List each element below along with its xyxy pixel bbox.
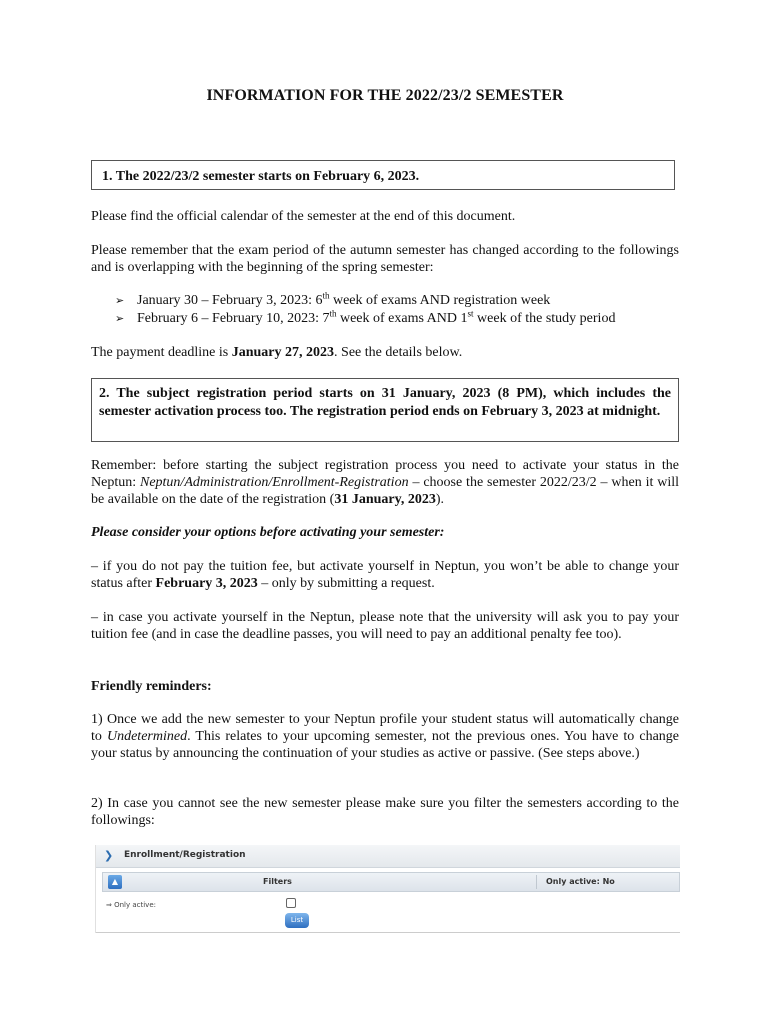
divider — [96, 932, 680, 933]
filters-label: Filters — [263, 877, 292, 886]
list-item — [115, 292, 615, 310]
reminder-1: 1) Once we add the new semester to your Neptun profile your student status will automatically change to Undetermined. This relates to your upcoming semester, not the previous ones. You have to change your status by announcing the continuation of your studies as active or passive. (See steps above.) — [91, 712, 679, 761]
activation-paragraph: Remember: before starting the subject registration process you need to activate your status in the Neptun: Neptun/Administration/Enrollment-Registration – choose the semester 2022/23/2 – when it will be available on the date of the registration (31 January, 2023). — [91, 458, 680, 507]
chevron-right-icon: ❯ — [104, 849, 114, 862]
undetermined-status: Undetermined — [106, 729, 188, 744]
filter-bar — [102, 872, 680, 892]
divider — [536, 875, 537, 889]
options-heading: Please consider your options before activating your semester: — [91, 525, 445, 540]
bullet-text: week of exams AND registration week — [329, 293, 551, 308]
list-button[interactable]: List — [285, 913, 309, 928]
page-title: INFORMATION FOR THE 2022/23/2 SEMESTER — [206, 87, 564, 104]
bullet-text: February 6 – February 10, 2023: 7 — [137, 311, 330, 326]
payment-deadline-date: January 27, 2023 — [231, 345, 335, 360]
ordinal-suffix: th — [329, 308, 337, 319]
bullet-text: January 30 – February 3, 2023: 6 — [137, 293, 323, 308]
neptun-path: Neptun/Administration/Enrollment-Registration — [139, 475, 409, 490]
bullet-text: week of exams AND 1 — [336, 311, 468, 326]
option-activate: – in case you activate yourself in the Neptun, please note that the university will ask you to pay your tuition fee (and in case the deadline passes, you will need to pay an additional penalty fee too). — [91, 610, 679, 642]
exam-period-paragraph: Please remember that the exam period of the autumn semester has changed according to the followings and is overlapping with the beginning of the spring semester: — [91, 243, 679, 275]
status-change-deadline: February 3, 2023 — [155, 576, 258, 591]
option-no-payment: – if you do not pay the tuition fee, but activate yourself in Neptun, you won’t be able to change your status after February 3, 2023 – only by submitting a request. — [91, 559, 679, 591]
list-item — [115, 310, 615, 328]
panel-title: Enrollment/Registration — [124, 850, 246, 860]
payment-deadline-paragraph: The payment deadline is January 27, 2023. See the details below. — [91, 345, 463, 360]
ordinal-suffix: st — [467, 308, 474, 319]
arrow-bullet-icon: ➢ — [115, 312, 125, 325]
calendar-paragraph: Please find the official calendar of the semester at the end of this document. — [91, 209, 516, 224]
reminders-heading: Friendly reminders: — [91, 679, 212, 694]
collapse-icon[interactable]: ▲ — [108, 875, 122, 889]
neptun-screenshot — [95, 845, 680, 933]
reminder-2: 2) In case you cannot see the new semester please make sure you filter the semesters according to the followings: — [91, 796, 679, 828]
bullet-text: week of the study period — [473, 311, 616, 326]
ordinal-suffix: th — [322, 290, 330, 301]
semester-start-box: 1. The 2022/23/2 semester starts on February 6, 2023. — [91, 160, 675, 190]
panel-header — [96, 845, 680, 868]
registration-date: 31 January, 2023 — [334, 492, 436, 507]
registration-period-box: 2. The subject registration period starts on 31 January, 2023 (8 PM), which includes the semester activation process too. The registration period ends on February 3, 2023 at midnight. — [91, 378, 679, 442]
only-active-label: ⇒ Only active: — [106, 901, 156, 909]
only-active-checkbox[interactable] — [286, 898, 296, 908]
exam-weeks-list — [115, 292, 615, 328]
only-active-status: Only active: No — [546, 877, 615, 886]
arrow-bullet-icon: ➢ — [115, 294, 125, 307]
